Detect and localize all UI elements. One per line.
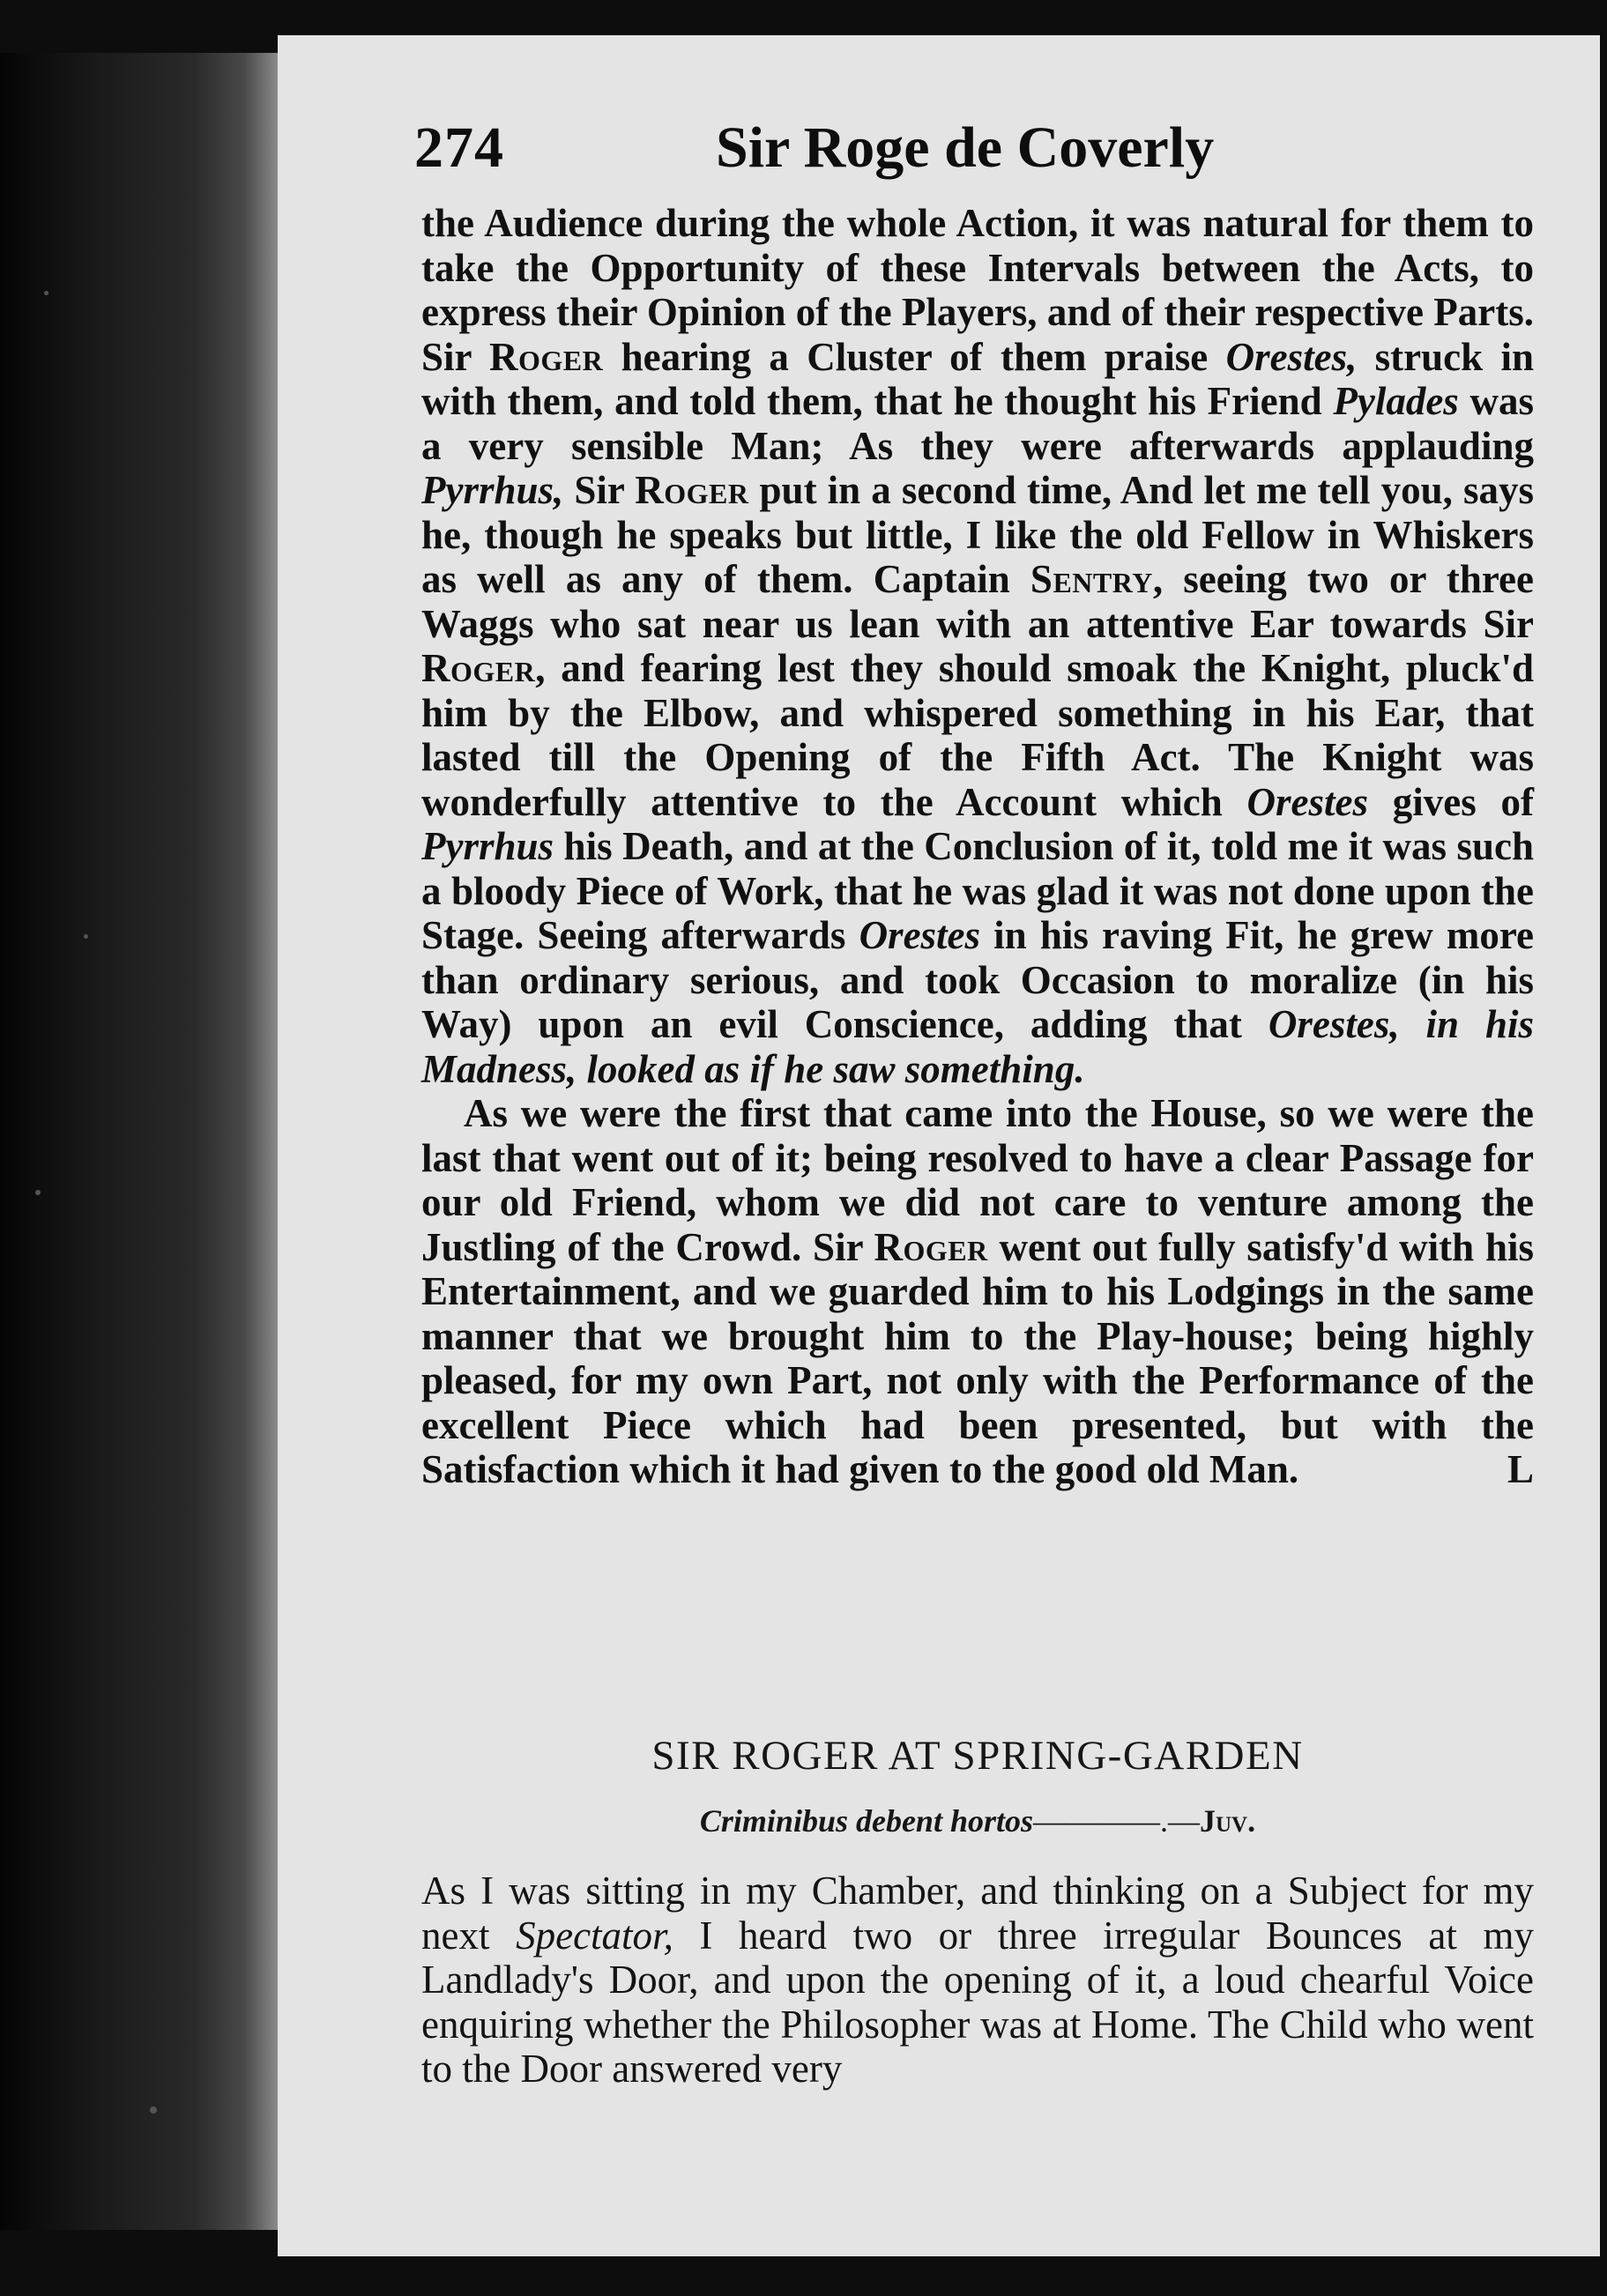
text-run: I heard two or three irregular Bounces at my Landlady's Door, and upon the opening of it, a loud chearful Voice enquiring whether the Philosopher was at Home. The Child who went to the Door answered very	[421, 1913, 1534, 2091]
author-signature: L	[1507, 1447, 1534, 1491]
name-italic: Pyrrhus,	[421, 468, 564, 512]
dust-speck	[84, 934, 88, 939]
running-head: Sir Roge de Coverly	[716, 115, 1215, 180]
section-title: SIR ROGER AT SPRING-GARDEN	[651, 1733, 1304, 1779]
text-run: hearing a Cluster of them praise	[603, 334, 1226, 379]
paragraph	[421, 1869, 1534, 2092]
dust-speck	[35, 1190, 41, 1195]
paragraph	[421, 201, 1534, 1091]
text-run: was a very sensible Man; As they were afterwards applauding	[421, 379, 1534, 468]
text-run: , and fearing lest they should smoak the Knight, pluck'd him by the Elbow, and whispered something in his Ear, that lasted till the Opening of the Fifth Act. The Knight was wonderfully attentive to the Account which	[421, 646, 1534, 824]
text-run: his Death, and at the Conclusion of it, told me it was such a bloody Piece of Work, that he was glad it was not done upon the Stage. Seeing afterwards	[421, 824, 1534, 957]
dust-speck	[150, 2107, 157, 2114]
text-run: , seeing two or three Waggs who sat near us lean with an attentive Ear towards Sir	[421, 557, 1534, 646]
text-run: the Audience during the whole Action, it was natural for them to take the Opportunity of these Intervals between the Acts, to express their Opinion of the Players, and of their respective Parts. Sir	[421, 201, 1534, 379]
epigraph	[421, 1802, 1534, 1839]
section-text	[421, 1869, 1534, 2092]
name-small-caps: Roger	[874, 1224, 988, 1269]
text-run: As we were the first that came into the House, so we were the last that went out of it; being resolved to have a clear Passage for our old Friend, whom we did not care to venture among the Justling of the Crowd. Sir	[421, 1091, 1534, 1269]
text-run: struck in with them, and told them, that he thought his Friend	[421, 334, 1534, 423]
text-run: put in a second time, And let me tell you, says he, though he speaks but little, I like the old Fellow in Whiskers as well as any of them. Captain	[421, 468, 1534, 601]
text-run: As I was sitting in my Chamber, and thinking on a Subject for my next	[421, 1869, 1534, 1958]
name-small-caps: Roger	[489, 334, 604, 379]
name-italic: Pylades	[1333, 379, 1459, 423]
text-run: gives of	[1368, 779, 1534, 824]
name-italic: Orestes	[859, 913, 981, 957]
epigraph-dash: ————.—	[1033, 1803, 1200, 1839]
name-italic: Orestes,	[1225, 334, 1358, 379]
epigraph-quote: Criminibus debent hortos	[699, 1803, 1033, 1839]
book-spine-shadow	[0, 53, 278, 2230]
page-header	[0, 115, 1607, 194]
text-run: in his raving Fit, he grew more than ordinary serious, and took Occasion to moralize (in his Way) upon an evil Conscience, adding that	[421, 913, 1534, 1046]
text-run: Sir	[563, 468, 636, 512]
name-small-caps: Sentry	[1030, 557, 1153, 601]
name-small-caps: Roger	[635, 468, 749, 512]
epigraph-author: Juv.	[1200, 1803, 1256, 1839]
name-italic: Pyrrhus	[421, 824, 554, 868]
title-italic: Spectator,	[516, 1913, 673, 1958]
page-number: 274	[414, 115, 504, 180]
name-italic: Orestes	[1246, 779, 1368, 824]
paragraph	[421, 1091, 1534, 1492]
name-small-caps: Roger	[421, 646, 536, 690]
essay-text	[421, 201, 1534, 1492]
quotation-italic: Orestes, in his Madness, looked as if he saw something.	[421, 1002, 1534, 1091]
dust-speck	[44, 291, 48, 295]
text-run: went out fully satisfy'd with his Entertainment, and we guarded him to his Lodgings in the same manner that we brought him to the Play-house; being highly pleased, for my own Part, not only with the Performance of the excellent Piece which had been presented, but with the Satisfaction which it had given to the good old Man.	[421, 1224, 1535, 1491]
